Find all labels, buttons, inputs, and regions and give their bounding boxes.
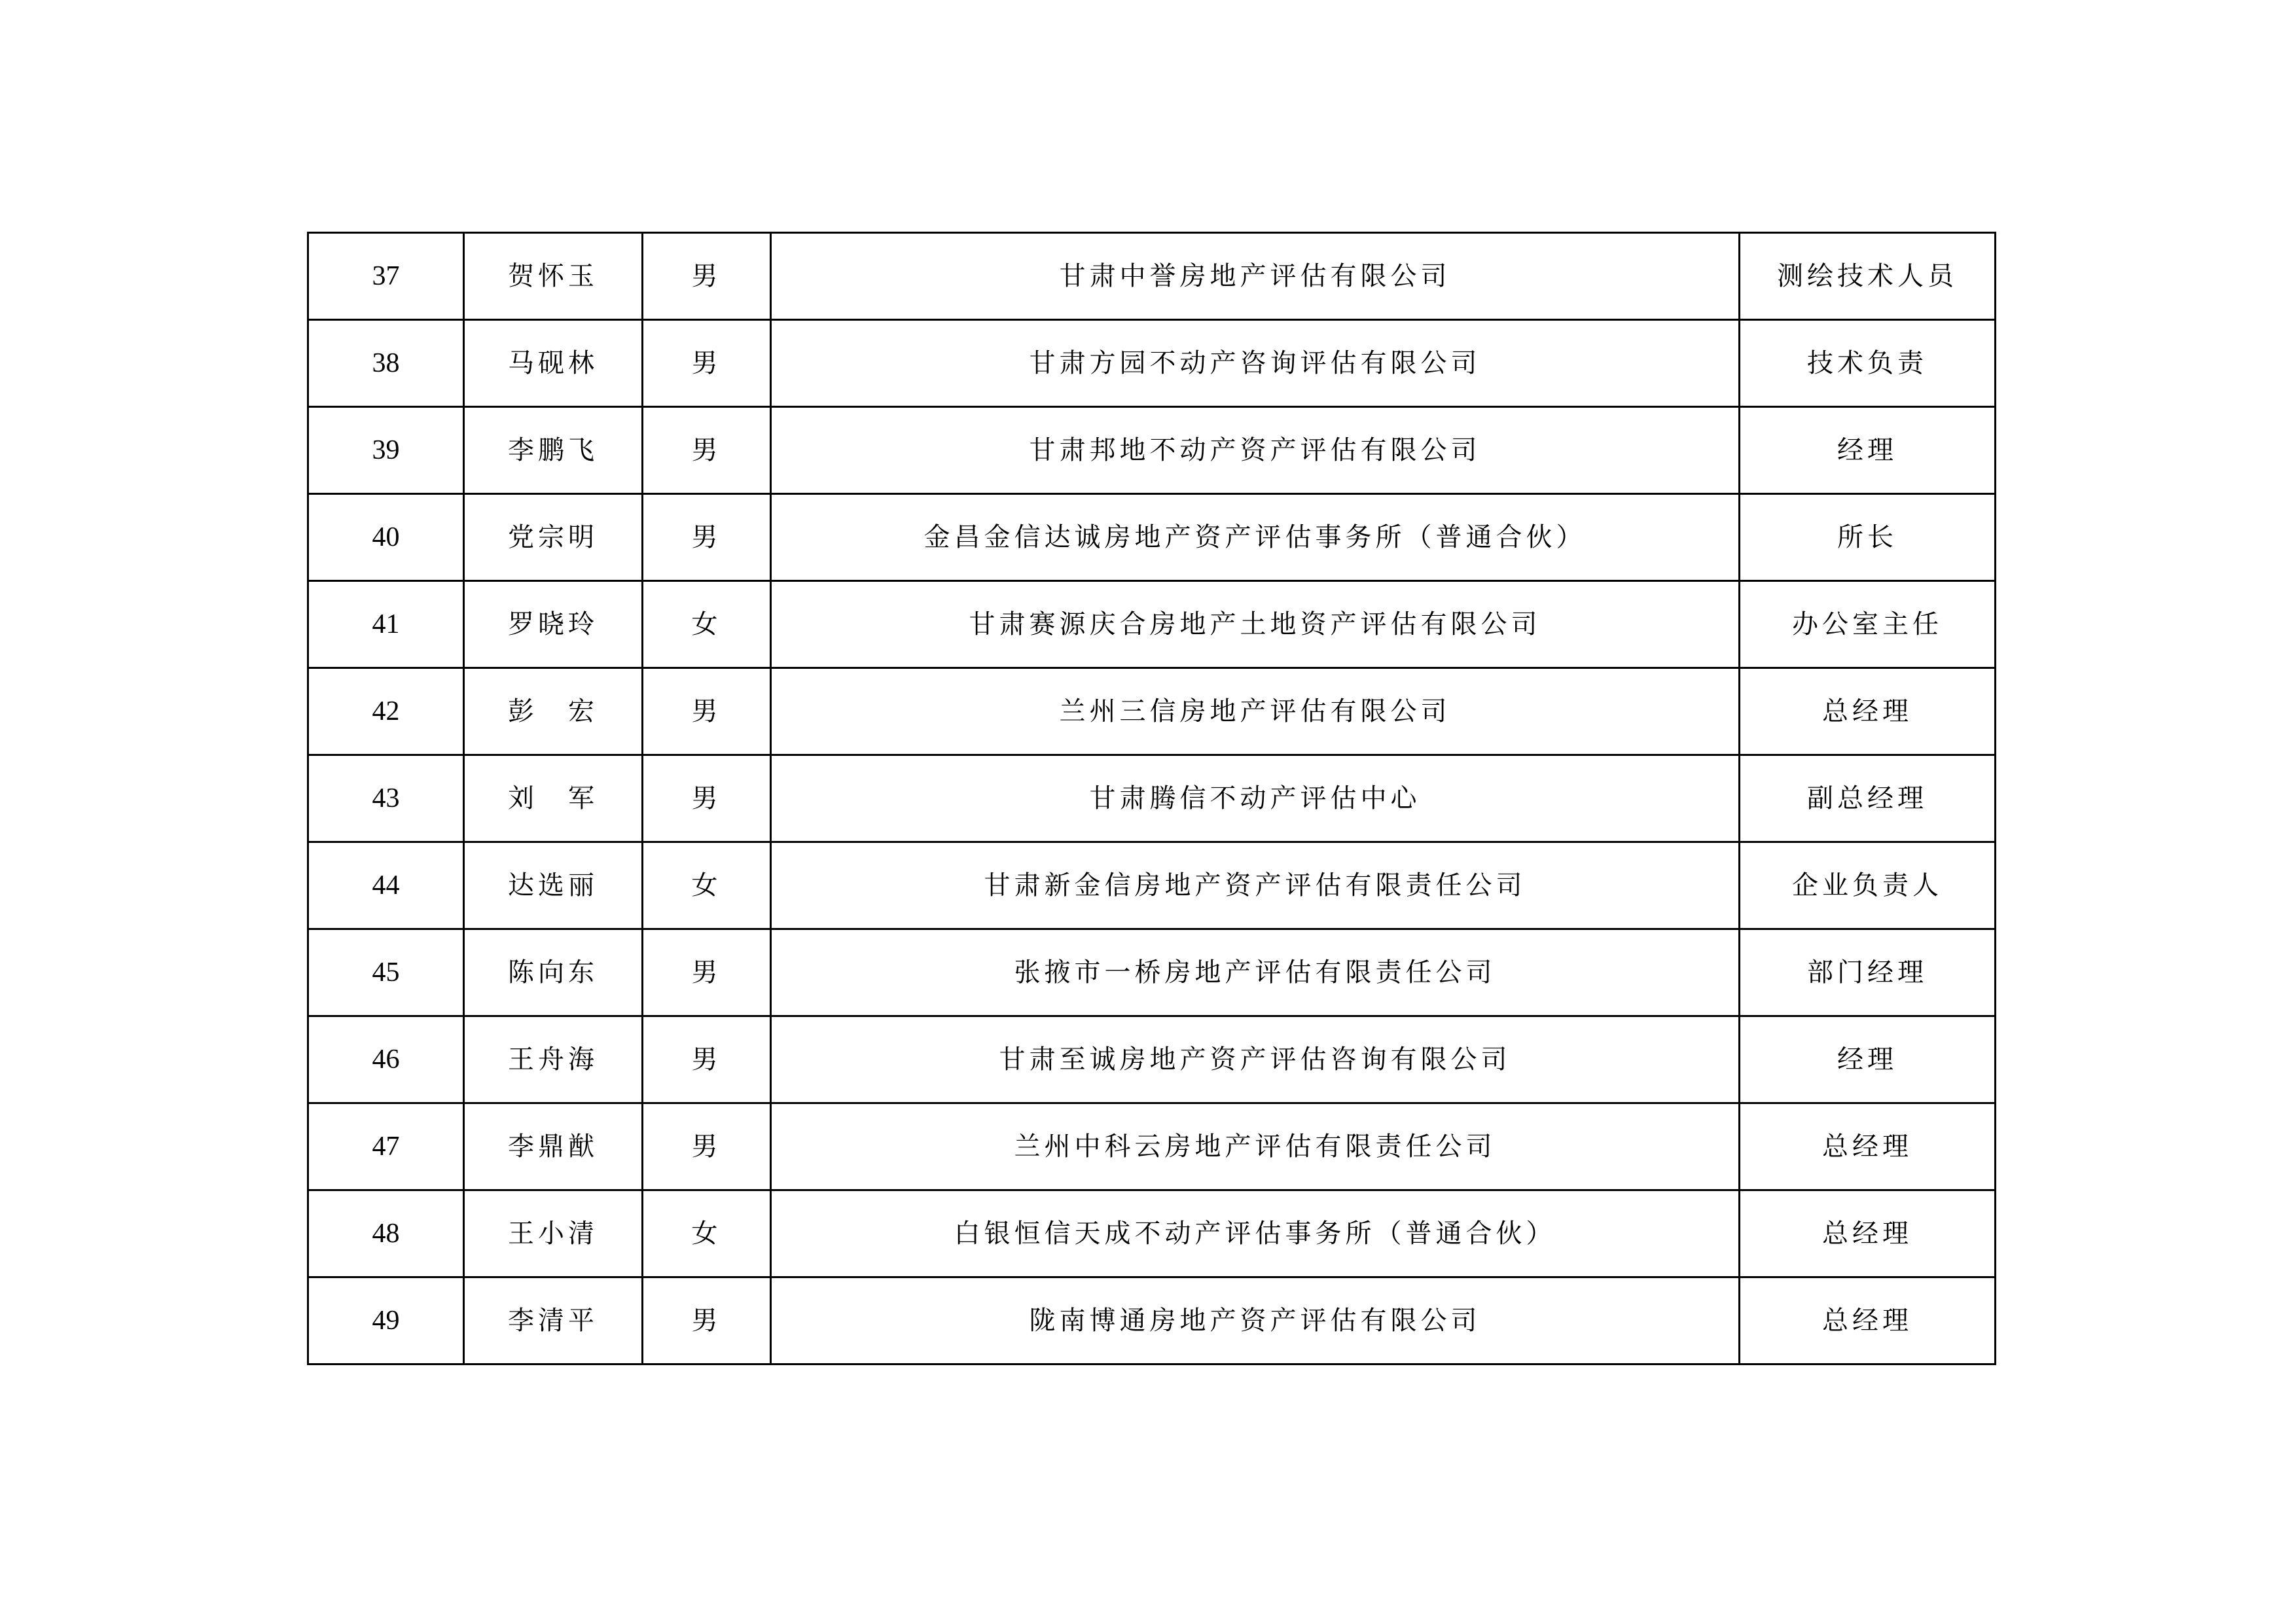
person-gender: 男: [643, 929, 771, 1016]
company-name: 兰州中科云房地产评估有限责任公司: [771, 1103, 1740, 1190]
row-number: 37: [308, 233, 464, 320]
person-name: 贺怀玉: [464, 233, 643, 320]
person-gender: 女: [643, 842, 771, 929]
person-gender: 男: [643, 755, 771, 842]
table-row: [308, 320, 1996, 407]
person-gender: 女: [643, 581, 771, 668]
job-position: 部门经理: [1740, 929, 1996, 1016]
table-row: [308, 1016, 1996, 1103]
person-gender: 男: [643, 407, 771, 494]
table-row: [308, 755, 1996, 842]
person-gender: 男: [643, 494, 771, 581]
job-position: 办公室主任: [1740, 581, 1996, 668]
person-name: 李鹏飞: [464, 407, 643, 494]
company-name: 甘肃赛源庆合房地产土地资产评估有限公司: [771, 581, 1740, 668]
table-row: [308, 233, 1996, 320]
job-position: 企业负责人: [1740, 842, 1996, 929]
company-name: 甘肃邦地不动产资产评估有限公司: [771, 407, 1740, 494]
person-gender: 女: [643, 1190, 771, 1277]
job-position: 经理: [1740, 407, 1996, 494]
row-number: 39: [308, 407, 464, 494]
table-row: [308, 581, 1996, 668]
person-gender: 男: [643, 233, 771, 320]
job-position: 技术负责: [1740, 320, 1996, 407]
company-name: 甘肃中誉房地产评估有限公司: [771, 233, 1740, 320]
personnel-table-body: [308, 233, 1996, 1364]
job-position: 总经理: [1740, 1190, 1996, 1277]
company-name: 甘肃方园不动产咨询评估有限公司: [771, 320, 1740, 407]
job-position: 测绘技术人员: [1740, 233, 1996, 320]
company-name: 甘肃腾信不动产评估中心: [771, 755, 1740, 842]
row-number: 40: [308, 494, 464, 581]
row-number: 44: [308, 842, 464, 929]
person-name: 马砚林: [464, 320, 643, 407]
table-row: [308, 929, 1996, 1016]
person-name: 李鼎猷: [464, 1103, 643, 1190]
table-row: [308, 1190, 1996, 1277]
company-name: 张掖市一桥房地产评估有限责任公司: [771, 929, 1740, 1016]
personnel-table: [307, 232, 1996, 1365]
row-number: 43: [308, 755, 464, 842]
company-name: 陇南博通房地产资产评估有限公司: [771, 1277, 1740, 1364]
person-gender: 男: [643, 668, 771, 755]
table-row: [308, 1277, 1996, 1364]
company-name: 兰州三信房地产评估有限公司: [771, 668, 1740, 755]
person-name: 王小清: [464, 1190, 643, 1277]
person-name: 党宗明: [464, 494, 643, 581]
job-position: 经理: [1740, 1016, 1996, 1103]
person-name: 彭 宏: [464, 668, 643, 755]
row-number: 42: [308, 668, 464, 755]
person-name: 罗晓玲: [464, 581, 643, 668]
person-name: 达选丽: [464, 842, 643, 929]
person-name: 李清平: [464, 1277, 643, 1364]
row-number: 47: [308, 1103, 464, 1190]
table-row: [308, 494, 1996, 581]
job-position: 所长: [1740, 494, 1996, 581]
table-row: [308, 407, 1996, 494]
table-row: [308, 842, 1996, 929]
company-name: 白银恒信天成不动产评估事务所（普通合伙）: [771, 1190, 1740, 1277]
person-gender: 男: [643, 1016, 771, 1103]
row-number: 38: [308, 320, 464, 407]
table-row: [308, 1103, 1996, 1190]
person-name: 刘 军: [464, 755, 643, 842]
job-position: 副总经理: [1740, 755, 1996, 842]
person-gender: 男: [643, 1277, 771, 1364]
job-position: 总经理: [1740, 1277, 1996, 1364]
company-name: 甘肃至诚房地产资产评估咨询有限公司: [771, 1016, 1740, 1103]
row-number: 41: [308, 581, 464, 668]
company-name: 甘肃新金信房地产资产评估有限责任公司: [771, 842, 1740, 929]
job-position: 总经理: [1740, 668, 1996, 755]
row-number: 48: [308, 1190, 464, 1277]
row-number: 45: [308, 929, 464, 1016]
person-gender: 男: [643, 1103, 771, 1190]
job-position: 总经理: [1740, 1103, 1996, 1190]
table-row: [308, 668, 1996, 755]
person-name: 王舟海: [464, 1016, 643, 1103]
person-name: 陈向东: [464, 929, 643, 1016]
row-number: 46: [308, 1016, 464, 1103]
row-number: 49: [308, 1277, 464, 1364]
person-gender: 男: [643, 320, 771, 407]
company-name: 金昌金信达诚房地产资产评估事务所（普通合伙）: [771, 494, 1740, 581]
